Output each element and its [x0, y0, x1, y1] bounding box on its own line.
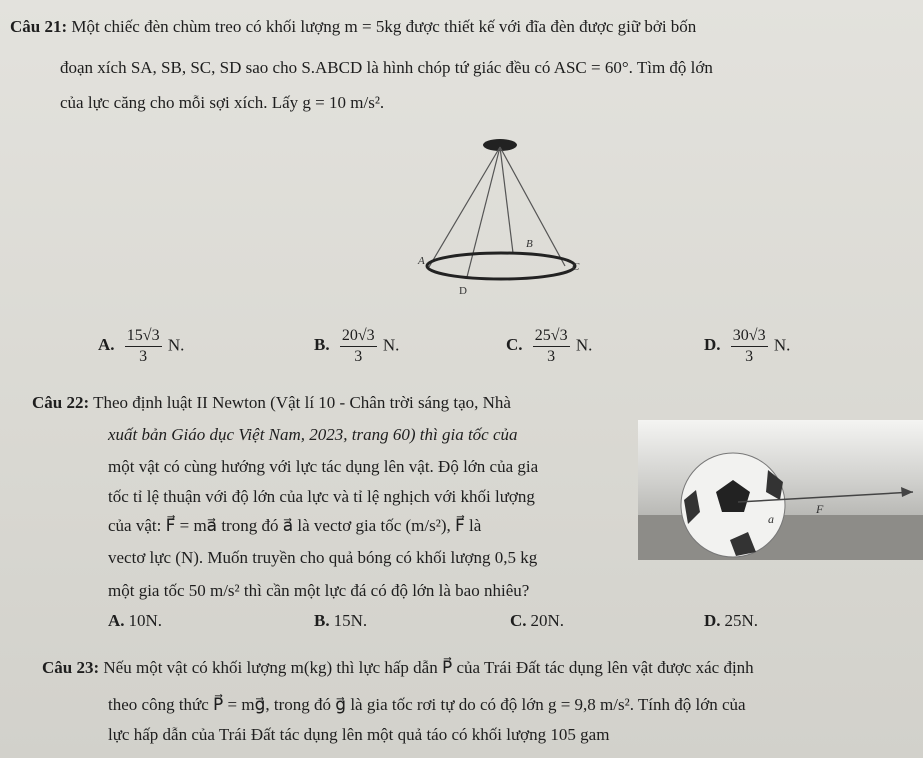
q21-label: Câu 21:	[10, 17, 68, 36]
chandelier-figure	[380, 135, 640, 305]
q22-text-4: tốc tỉ lệ thuận với độ lớn của lực và tỉ lệ nghịch với khối lượng	[108, 487, 535, 506]
q21-option-c-letter: C.	[506, 335, 523, 355]
q22-option-c[interactable]	[510, 611, 564, 631]
q21-option-d-num: 30√3	[731, 326, 768, 347]
chain-sd	[467, 147, 500, 277]
lamp-disc	[427, 253, 575, 279]
q22-option-b-letter: B.	[314, 611, 330, 630]
q22-option-a-text: 10N.	[128, 611, 163, 630]
q21-option-b-letter: B.	[314, 335, 330, 355]
label-d: D	[459, 285, 467, 297]
q22-option-b[interactable]	[314, 611, 367, 631]
q22-text-7: một gia tốc 50 m/s² thì cần một lực đá có độ lớn là bao nhiêu?	[108, 581, 530, 600]
q21-option-c-den: 3	[547, 348, 556, 365]
label-b: B	[526, 238, 533, 250]
arrow-head-icon	[901, 487, 913, 497]
q21-option-b-den: 3	[354, 348, 363, 365]
q23-text-2: theo công thức P⃗ = mg⃗, trong đó g⃗ là gia tốc rơi tự do có độ lớn g = 9,8 m/s². Tính độ lớn của	[108, 695, 746, 714]
label-a-vector: a⃗	[768, 512, 784, 526]
q22-text-5: của vật: F⃗ = ma⃗ trong đó a⃗ là vectơ gia tốc (m/s²), F⃗ là	[108, 516, 482, 535]
q21-option-d-den: 3	[745, 348, 754, 365]
q22-text-6: vectơ lực (N). Muốn truyền cho quả bóng có khối lượng 0,5 kg	[108, 548, 538, 567]
q21-option-a-letter: A.	[98, 335, 115, 355]
q23-text-1: Nếu một vật có khối lượng m(kg) thì lực hấp dẫn P⃗ của Trái Đất tác dụng lên vật được xác định	[103, 658, 754, 677]
q22-option-d-letter: D.	[704, 611, 721, 630]
q22-option-c-text: 20N.	[530, 611, 565, 630]
q23-text-3: lực hấp dẫn của Trái Đất tác dụng lên một quả táo có khối lượng 105 gam	[108, 725, 610, 744]
chain-sb	[500, 147, 513, 253]
soccer-ball-photo	[638, 420, 923, 560]
q21-option-d-unit: N.	[773, 335, 791, 355]
q23-label: Câu 23:	[42, 658, 100, 677]
q21-option-a-den: 3	[139, 348, 148, 365]
q22-text-2: xuất bản Giáo dục Việt Nam, 2023, trang 60) thì gia tốc của	[108, 425, 518, 444]
q22-option-d[interactable]	[704, 611, 758, 631]
label-c: C	[572, 261, 580, 273]
q22-option-b-text: 15N.	[333, 611, 368, 630]
label-a: A	[418, 255, 425, 267]
q21-text-2: đoạn xích SA, SB, SC, SD sao cho S.ABCD là hình chóp tứ giác đều có ASC = 60°. Tìm độ lớn	[60, 58, 713, 77]
q22-option-c-letter: C.	[510, 611, 527, 630]
q23-line-1	[42, 657, 754, 679]
q22-label: Câu 22:	[32, 393, 90, 412]
q21-option-a-unit: N.	[167, 335, 185, 355]
q21-option-c-num: 25√3	[533, 326, 570, 347]
chain-sa	[429, 147, 500, 267]
q21-option-b[interactable]	[314, 326, 399, 367]
q21-option-d[interactable]	[704, 326, 790, 367]
q22-line-1	[32, 392, 511, 414]
q22-text-1: Theo định luật II Newton (Vật lí 10 - Chân trời sáng tạo, Nhà	[93, 393, 511, 412]
q22-text-3: một vật có cùng hướng với lực tác dụng lên vật. Độ lớn của gia	[108, 457, 539, 476]
q21-option-d-letter: D.	[704, 335, 721, 355]
q21-text-3: của lực căng cho mỗi sợi xích. Lấy g = 10 m/s².	[60, 93, 385, 112]
q21-option-a[interactable]	[98, 326, 184, 367]
q21-text-1: Một chiếc đèn chùm treo có khối lượng m = 5kg được thiết kế với đĩa đèn được giữ bởi bốn	[71, 17, 697, 36]
q21-option-c[interactable]	[506, 326, 592, 367]
label-f-vector: F⃗	[816, 502, 833, 516]
q21-line-1	[10, 16, 696, 38]
q22-option-a-letter: A.	[108, 611, 125, 630]
q22-option-d-text: 25N.	[724, 611, 759, 630]
q21-option-b-num: 20√3	[340, 326, 377, 347]
soccer-ball-image	[638, 420, 923, 560]
q21-option-b-unit: N.	[382, 335, 400, 355]
q21-option-a-num: 15√3	[125, 326, 162, 347]
q22-option-a[interactable]	[108, 611, 162, 631]
q21-option-c-unit: N.	[575, 335, 593, 355]
